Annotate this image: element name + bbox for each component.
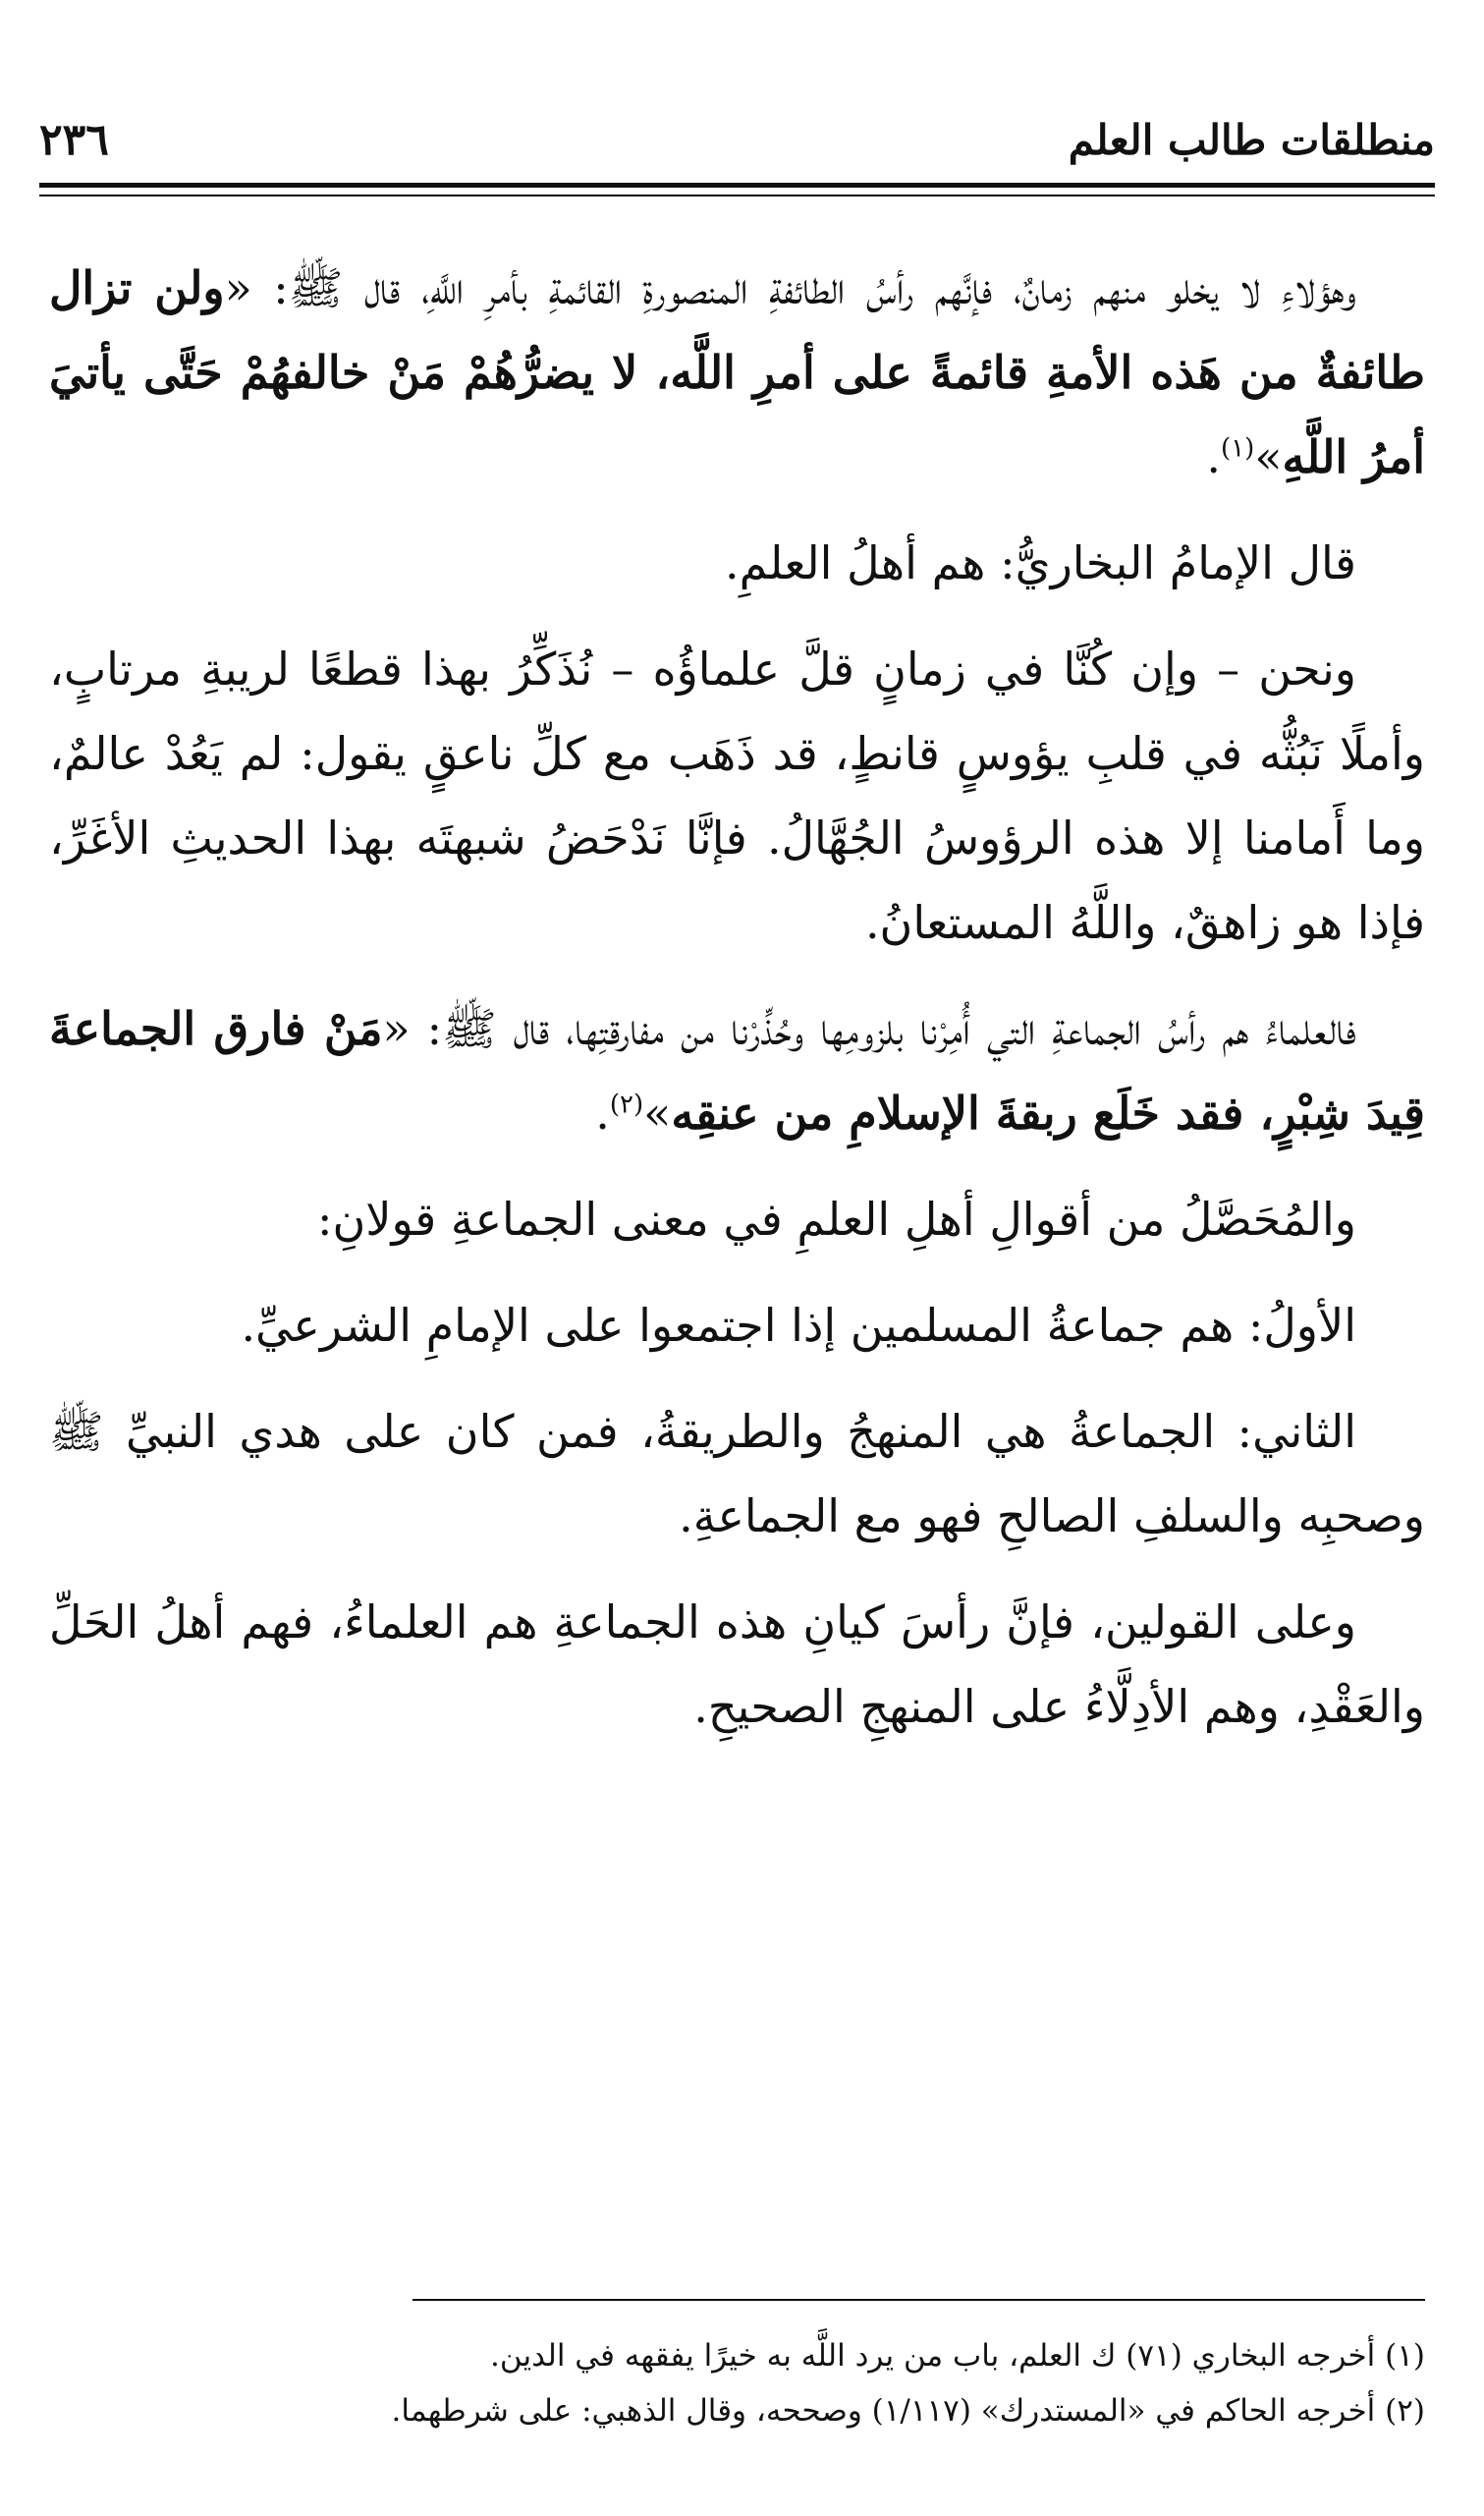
period-1: .	[1206, 430, 1222, 483]
paragraph-1-text: وهؤلاءِ لا يخلو منهم زمانٌ، فإنَّهم رأسُ الطائفةِ المنصورةِ القائمةِ بأمرِ اللَّهِ، قال ﷺ: «	[224, 261, 1356, 314]
paragraph-6: الأولُ: هم جماعةُ المسلمين إذا اجتمعوا على الإمامِ الشرعيِّ.	[241, 1299, 1356, 1352]
header-rule-thick	[39, 183, 1435, 188]
page-number: ٢٣٦	[39, 114, 109, 165]
footnote-2: (٢) أخرجه الحاكم في «المستدرك» (١/١١٧) وصححه، وقال الذهبي: على شرطهما.	[391, 2393, 1425, 2429]
footnote-ref-2: (٢)	[609, 1090, 644, 1120]
period-2: .	[595, 1087, 610, 1140]
paragraph-8: وعلى القولين، فإنَّ رأسَ كيانِ هذه الجماعةِ هم العلماءُ، فهم أهلُ الحَلِّ والعَقْدِ، وهم الأدِلَّاءُ على المنهجِ الصحيحِ.	[49, 1595, 1425, 1733]
paragraph-3: ونحن – وإن كُنَّا في زمانٍ قلَّ علماؤُه – نُذَكِّرُ بهذا قطعًا لريبةِ مرتابٍ، وأملًا نَبُثُّه في قلبِ يؤوسٍ قانطٍ، قد ذَهَب مع كلِّ ناعقٍ يقول: لم يَعُدْ عالمٌ، وما أَمامنا إلا هذه الرؤوسُ الجُهَّالُ. فإنَّا نَدْحَضُ شبهتَه بهذا الحديثِ الأغَرِّ، فإذا هو زاهقٌ، واللَّهُ المستعانُ.	[49, 643, 1425, 949]
running-title: منطلقات طالب العلم	[1068, 115, 1435, 164]
paragraph-2: قال الإمامُ البخاريُّ: هم أهلُ العلمِ.	[725, 536, 1356, 589]
hadith-quote-2: مَنْ فارق الجماعةَ قِيدَ شِبْرٍ، فقد خَلَع ربقةَ الإسلامِ من عنقِه	[49, 1002, 1425, 1140]
footnote-ref-1: (١)	[1221, 433, 1255, 464]
paragraph-7: الثاني: الجماعةُ هي المنهجُ والطريقةُ، فمن كان على هدي النبيِّ ﷺ وصحبِه والسلفِ الصالحِ فهو مع الجماعةِ.	[49, 1405, 1425, 1542]
footnote-rule	[412, 2299, 1425, 2301]
page-header	[39, 110, 1435, 169]
paragraph-5: والمُحَصَّلُ من أقوالِ أهلِ العلمِ في معنى الجماعةِ قولانِ:	[317, 1193, 1356, 1246]
footnote-1: (١) أخرجه البخاري (٧١) ك العلم، باب من يرد اللَّه به خيرًا يفقهه في الدين.	[490, 2338, 1425, 2374]
quote-close-2: »	[643, 1087, 672, 1140]
footnotes	[49, 2328, 1425, 2438]
body-text	[49, 246, 1425, 1770]
header-rule-thin	[39, 195, 1435, 196]
paragraph-4-text: فالعلماءُ هم رأسُ الجماعةِ التي أُمِرْنا بلزومِها وحُذِّرْنا من مفارقتِها، قال ﷺ: «	[382, 1002, 1356, 1055]
paragraph-4	[49, 986, 1425, 1155]
paragraph-1	[49, 246, 1425, 499]
hadith-quote-1: ولن تزال طائفةٌ من هَذه الأمةِ قائمةً على أمرِ اللَّه، لا يضرُّهُمْ مَنْ خالفهُمْ حَتَّى يأتيَ أمرُ اللَّهِ	[49, 261, 1425, 483]
quote-close-1: »	[1254, 430, 1283, 483]
